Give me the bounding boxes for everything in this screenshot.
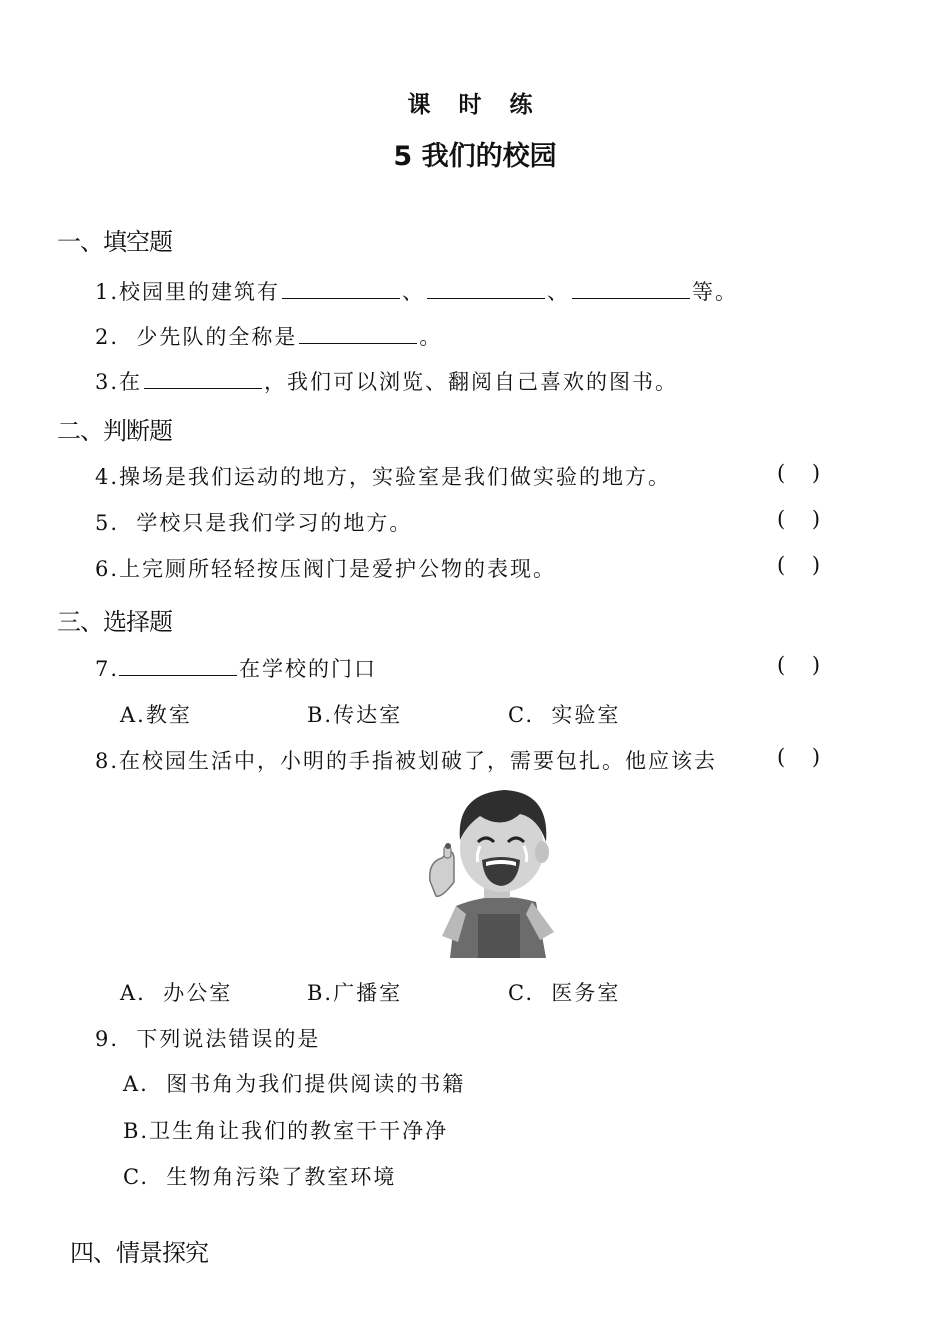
q3-blank[interactable] bbox=[144, 368, 262, 389]
q1-blank-1[interactable] bbox=[282, 278, 400, 299]
question-9: 9. 下列说法错误的是 bbox=[95, 1027, 321, 1051]
lesson-title: 5 我们的校园 bbox=[393, 141, 557, 172]
q8-option-b[interactable]: B.广播室 bbox=[307, 981, 403, 1005]
section-scenario-inquiry: 四、情景探究 bbox=[70, 1239, 208, 1267]
q9-option-c[interactable]: C. 生物角污染了教室环境 bbox=[123, 1165, 397, 1189]
q8-answer-paren[interactable]: ( ) bbox=[777, 745, 821, 769]
q3-end: ，我们可以浏览、翻阅自己喜欢的图书。 bbox=[264, 370, 679, 394]
q7-text: 在学校的门口 bbox=[239, 657, 378, 681]
q2-text: 2. 少先队的全称是 bbox=[95, 325, 298, 349]
q1-end: 等。 bbox=[692, 280, 739, 304]
q7-number: 7. bbox=[95, 657, 120, 681]
section-fill-in: 一、填空题 bbox=[57, 228, 172, 256]
question-5: 5. 学校只是我们学习的地方。 bbox=[95, 511, 413, 535]
q4-answer-paren[interactable]: ( ) bbox=[777, 461, 821, 485]
question-4: 4.操场是我们运动的地方，实验室是我们做实验的地方。 bbox=[95, 465, 672, 489]
question-2 bbox=[95, 321, 442, 351]
q9-option-a[interactable]: A. 图书角为我们提供阅读的书籍 bbox=[123, 1072, 466, 1096]
question-8: 8.在校园生活中，小明的手指被划破了，需要包扎。他应该去 bbox=[95, 749, 718, 773]
question-1 bbox=[95, 276, 738, 306]
q1-sep-2: 、 bbox=[547, 280, 571, 304]
q1-sep-1: 、 bbox=[402, 280, 426, 304]
question-7 bbox=[95, 653, 377, 683]
q6-answer-paren[interactable]: ( ) bbox=[777, 553, 821, 577]
q1-blank-3[interactable] bbox=[572, 278, 690, 299]
section-true-false: 二、判断题 bbox=[57, 417, 172, 445]
q8-option-c[interactable]: C. 医务室 bbox=[508, 981, 621, 1005]
q7-answer-paren[interactable]: ( ) bbox=[777, 653, 821, 677]
q1-text: 1.校园里的建筑有 bbox=[95, 280, 281, 304]
q7-blank[interactable] bbox=[119, 655, 237, 676]
q2-end: 。 bbox=[419, 325, 443, 349]
q3-text: 3.在 bbox=[95, 370, 143, 394]
question-3 bbox=[95, 366, 678, 396]
question-6: 6.上完厕所轻轻按压阀门是爱护公物的表现。 bbox=[95, 557, 557, 581]
q5-answer-paren[interactable]: ( ) bbox=[777, 507, 821, 531]
course-label: 课 时 练 bbox=[407, 92, 543, 118]
crying-boy-illustration bbox=[420, 786, 570, 958]
q7-option-b[interactable]: B.传达室 bbox=[307, 703, 403, 727]
q8-option-a[interactable]: A. 办公室 bbox=[120, 981, 233, 1005]
q2-blank[interactable] bbox=[299, 323, 417, 344]
section-multiple-choice: 三、选择题 bbox=[57, 608, 172, 636]
q1-blank-2[interactable] bbox=[427, 278, 545, 299]
q7-option-a[interactable]: A.教室 bbox=[120, 703, 192, 727]
q9-option-b[interactable]: B.卫生角让我们的教室干干净净 bbox=[123, 1119, 449, 1143]
q7-option-c[interactable]: C. 实验室 bbox=[508, 703, 621, 727]
